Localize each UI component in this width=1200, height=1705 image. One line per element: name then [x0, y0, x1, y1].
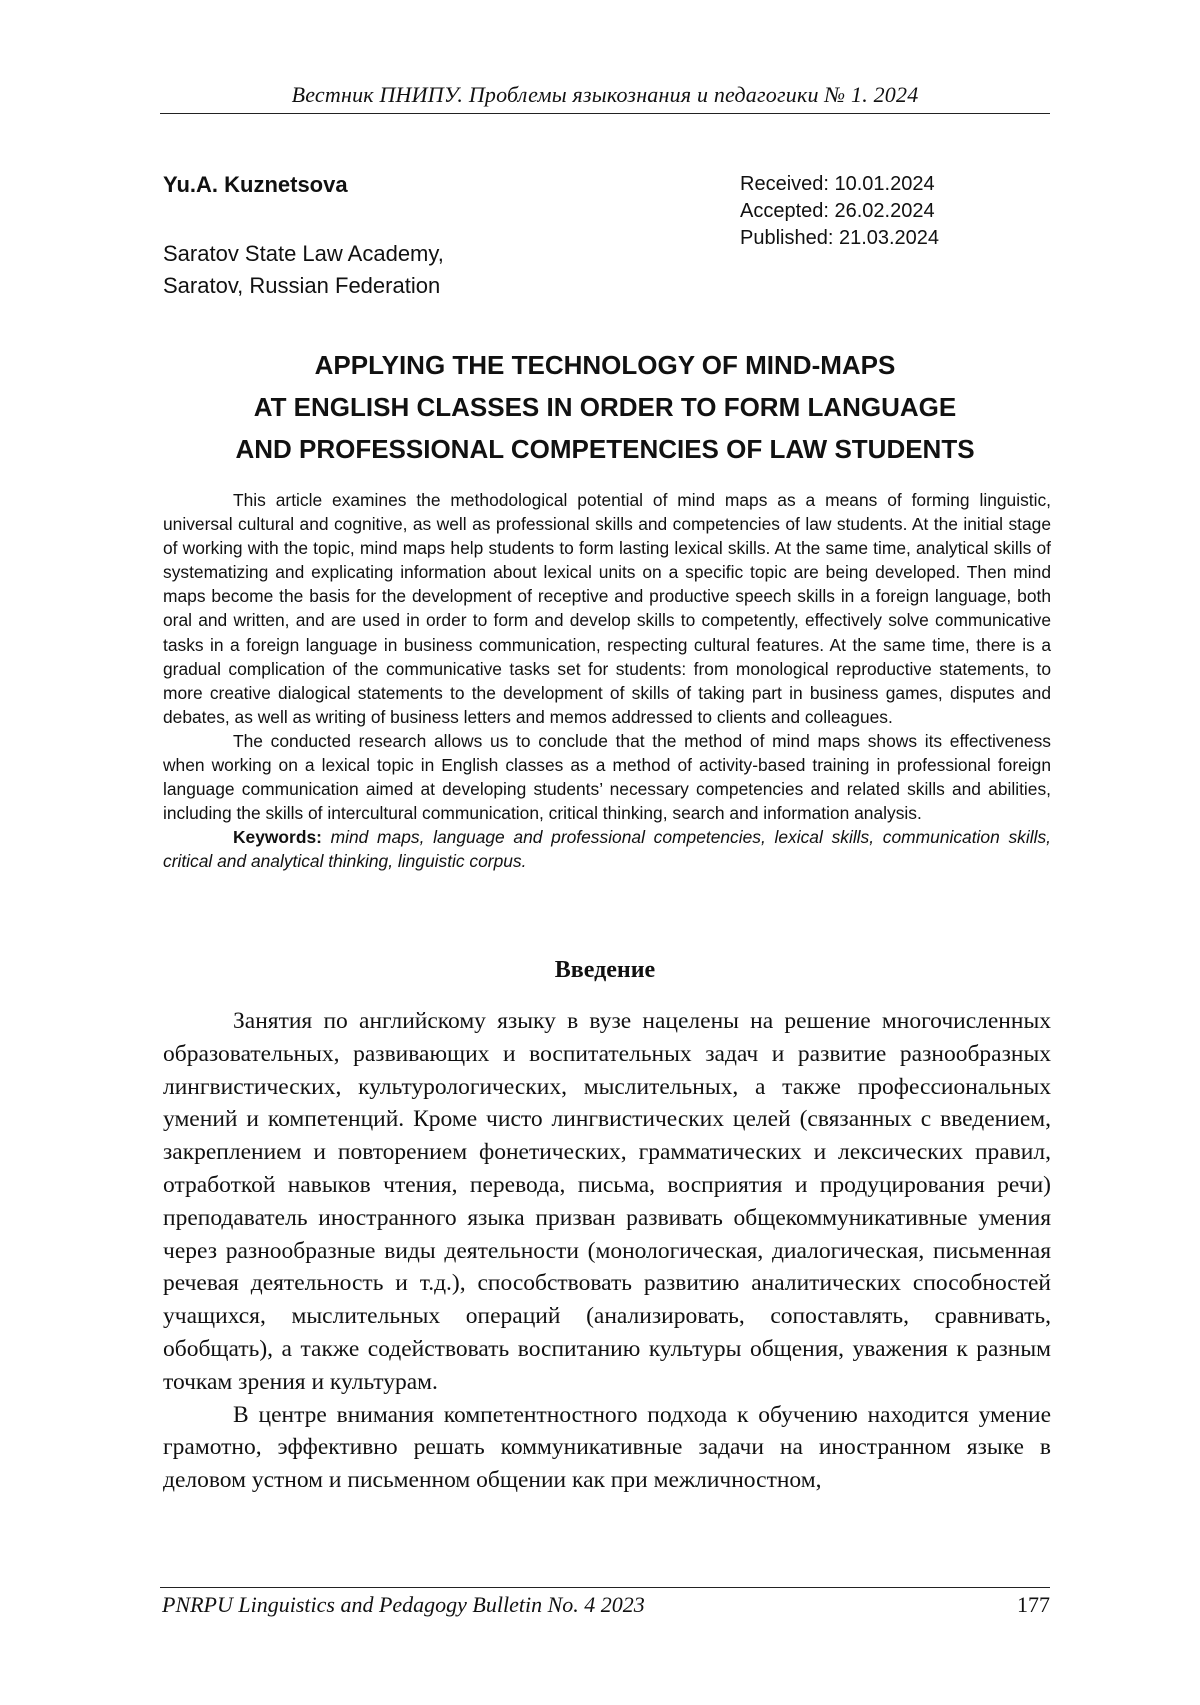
title-line-3: AND PROFESSIONAL COMPETENCIES OF LAW STUDENTS — [235, 434, 975, 464]
abstract — [163, 488, 1051, 874]
article-title — [160, 344, 1050, 470]
page-number: 177 — [1017, 1592, 1050, 1617]
keywords — [163, 825, 1051, 873]
body-text — [163, 1005, 1051, 1497]
affiliation-line-1: Saratov State Law Academy, — [163, 241, 444, 266]
body-paragraph-1: Занятия по английскому языку в вузе нацелены на решение многочисленных образовательных, развивающих и воспитательных задач и развитие разнообразных лингвистических, культурологических, мыслительных, а также профессиональных умений и компетенций. Кроме чисто лингвистических целей (связанных с введением, закреплением и повторением фонетических, грамматических и лексических правил, отработкой навыков чтения, перевода, письма, восприятия и продуцирования речи) преподаватель иностранного языка призван развивать общекоммуникативные умения через разнообразные виды деятельности (монологическая, диалогическая, письменная речевая деятельность и т.д.), способствовать развитию аналитических способностей учащихся, мыслительных операций (анализировать, сопоставлять, сравнивать, обобщать), а также содействовать воспитанию культуры общения, уважения к разным точкам зрения и культурам. — [163, 1008, 1051, 1395]
keywords-text: mind maps, language and professional competencies, lexical skills, communication skills, critical and analytical thinking, linguistic corpus. — [163, 827, 1051, 872]
body-paragraph-2: В центре внимания компетентностного подхода к обучению находится умение грамотно, эффективно решать коммуникативные задачи на иностранном языке в деловом устном и письменном общении как при межличностном, — [163, 1401, 1051, 1494]
abstract-paragraph-1: This article examines the methodological potential of mind maps as a means of forming linguistic, universal cultural and cognitive, as well as professional skills and competencies of law students. At the initial stage of working with the topic, mind maps help students to form lasting lexical skills. At the same time, analytical skills of systematizing and explicating information about lexical units on a specific topic are being developed. Then mind maps become the basis for the development of receptive and productive speech skills in a foreign language, both oral and written, and are used in order to form and develop skills to competently, effectively solve communicative tasks in a foreign language in business communication, respecting cultural features. At the same time, there is a gradual complication of the communicative tasks set for students: from monological reproductive statements, to more creative dialogical statements to the development of skills of taking part in business games, disputes and debates, as well as writing of business letters and memos addressed to clients and colleagues. — [163, 490, 1051, 727]
keywords-label: Keywords: — [233, 827, 322, 848]
section-heading: Введение — [554, 957, 656, 983]
author-name: Yu.A. Kuznetsova — [163, 172, 348, 197]
author-affiliation — [163, 238, 444, 302]
title-line-2: AT ENGLISH CLASSES IN ORDER TO FORM LANGUAGE — [253, 392, 957, 422]
footer-rule — [160, 1587, 1050, 1588]
footer-journal: PNRPU Linguistics and Pedagogy Bulletin No. 4 2023 — [162, 1592, 645, 1617]
title-line-1: APPLYING THE TECHNOLOGY OF MIND-MAPS — [314, 350, 896, 380]
running-header: Вестник ПНИПУ. Проблемы языкознания и педагогики № 1. 2024 — [291, 82, 919, 107]
received-date: Received: 10.01.2024 — [740, 173, 935, 195]
published-date: Published: 21.03.2024 — [740, 227, 940, 249]
header-rule — [160, 113, 1050, 114]
abstract-paragraph-2: The conducted research allows us to conclude that the method of mind maps shows its effectiveness when working on a lexical topic in English classes as a method of activity-based training in professional foreign language communication aimed at developing students’ necessary competencies and related skills and abilities, including the skills of intercultural communication, critical thinking, search and information analysis. — [163, 730, 1051, 824]
affiliation-line-2: Saratov, Russian Federation — [163, 273, 441, 298]
accepted-date: Accepted: 26.02.2024 — [740, 200, 935, 222]
article-dates — [740, 171, 939, 252]
